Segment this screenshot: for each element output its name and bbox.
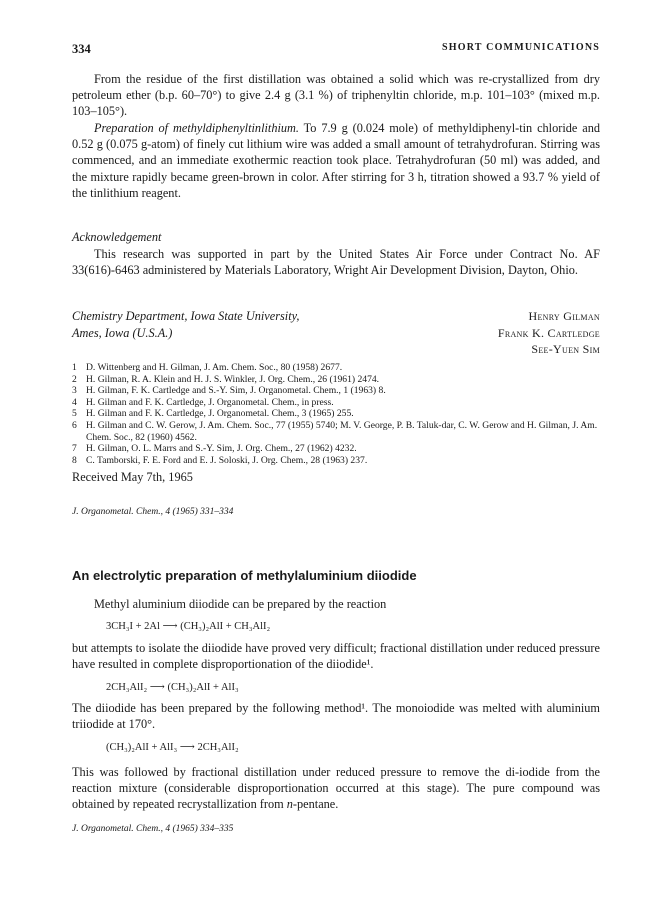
reference-text: H. Gilman, F. K. Cartledge and S.-Y. Sim, J. Organometal. Chem., 1 (1963) 8. bbox=[86, 385, 386, 397]
reference-text: H. Gilman and C. W. Gerow, J. Am. Chem. Soc., 77 (1955) 5740; M. V. George, P. B. Taluk-dar, C. W. Gerow and H. Gilman, J. Am. Chem. Soc., 82 (1960) 4562. bbox=[86, 419, 598, 443]
reference-number: 4 bbox=[72, 396, 77, 408]
affiliation-line: Chemistry Department, Iowa State University, bbox=[72, 309, 300, 323]
reference-text: H. Gilman, R. A. Klein and H. J. S. Winkler, J. Org. Chem., 26 (1961) 2474. bbox=[86, 373, 380, 385]
reference-text: H. Gilman, O. L. Marrs and S.-Y. Sim, J. Org. Chem., 27 (1962) 4232. bbox=[86, 443, 357, 455]
reference-text: H. Gilman and F. K. Cartledge, J. Organometal. Chem., in press. bbox=[86, 396, 334, 408]
article-title: An electrolytic preparation of methylaluminium diiodide bbox=[72, 568, 417, 583]
reference-number: 6 bbox=[72, 419, 77, 431]
reference-number: 5 bbox=[72, 408, 77, 420]
acknowledgement-heading: Acknowledgement bbox=[72, 230, 162, 244]
reference-item bbox=[72, 362, 600, 374]
author-name: Henry Gilman bbox=[528, 309, 600, 323]
reference-number: 2 bbox=[72, 373, 77, 385]
section-heading: SHORT COMMUNICATIONS bbox=[441, 42, 600, 53]
paragraph-preparation bbox=[72, 120, 600, 201]
preparation-body: To 7.9 g (0.024 mole) of methyldiphenyl-tin chloride and 0.52 g (0.075 g-atom) of finely cut lithium wire was added a small amount of tetrahydrofuran. Stirring was commenced, and an immediate exothermic reaction took place. Tetrahydrofuran (50 ml) was added, and the mixture rapidly became green-brown in color. After stirring for 3 h, titration showed a 93.7 % yield of the tinlithium reagent. bbox=[72, 121, 600, 200]
reference-text: H. Gilman and F. K. Cartledge, J. Organometal. Chem., 3 (1965) 255. bbox=[86, 408, 354, 420]
affiliation bbox=[72, 308, 372, 341]
paragraph-residue: From the residue of the first distillation was obtained a solid which was re-crystallized from dry petroleum ether (b.p. 60–70°) to give 2.4 g (3.1 %) of triphenyltin chloride, m.p. 101–103° (mixed m.p. 103–105°). bbox=[72, 72, 600, 119]
reference-number: 3 bbox=[72, 385, 77, 397]
reference-list bbox=[72, 362, 600, 466]
running-head bbox=[72, 42, 600, 58]
preparation-subheading: Preparation of methyldiphenyltinlithium. bbox=[94, 121, 299, 135]
author-list bbox=[340, 308, 600, 358]
author-name: See-Yuen Sim bbox=[531, 342, 600, 356]
reference-number: 7 bbox=[72, 443, 77, 455]
reaction-equation: 3CH₃I + 2Al ⟶ (CH₃)₂AlI + CH₃AlI₂ bbox=[106, 621, 271, 632]
reaction-equation: (CH₃)₂AlI + AlI₃ ⟶ 2CH₃AlI₂ bbox=[106, 742, 239, 753]
reference-number: 8 bbox=[72, 454, 77, 466]
reference-item bbox=[72, 443, 600, 455]
italic-prefix: n bbox=[286, 797, 293, 812]
journal-citation: J. Organometal. Chem., 4 (1965) 331–334 bbox=[72, 507, 234, 517]
acknowledgement-text: This research was supported in part by the United States Air Force under Contract No. AF 33(616)-6463 administered by Materials Laboratory, Wright Air Development Division, Dayton, Ohio. bbox=[72, 247, 600, 278]
reference-item bbox=[72, 397, 600, 409]
reaction-equation: 2CH₃AlI₂ ⟶ (CH₃)₂AlI + AlI₃ bbox=[106, 682, 239, 693]
page-number: 334 bbox=[72, 42, 91, 56]
reference-text: D. Wittenberg and H. Gilman, J. Am. Chem. Soc., 80 (1958) 2677. bbox=[86, 362, 343, 373]
reference-item bbox=[72, 408, 600, 420]
reference-item bbox=[72, 420, 600, 443]
reference-item bbox=[72, 374, 600, 386]
reference-item bbox=[72, 455, 600, 467]
article-paragraph bbox=[72, 764, 600, 813]
article-paragraph: The diiodide has been prepared by the following method¹. The monoiodide was melted with aluminium triiodide at 170°. bbox=[72, 701, 600, 732]
affiliation-line: Ames, Iowa (U.S.A.) bbox=[72, 325, 173, 340]
reference-number: 1 bbox=[72, 362, 77, 373]
paragraph-text: -pentane. bbox=[292, 797, 339, 812]
reference-text: C. Tamborski, F. E. Ford and E. J. Soloski, J. Org. Chem., 28 (1963) 237. bbox=[86, 454, 368, 466]
paragraph-text: This was followed by fractional distillation under reduced pressure to remove the di-iodide from the reaction mixture (considerable disproportionation occurred at this stage). The pure compound was obtained by repeated recrystallization from bbox=[72, 765, 600, 812]
journal-citation: J. Organometal. Chem., 4 (1965) 334–335 bbox=[72, 824, 234, 834]
reference-item bbox=[72, 385, 600, 397]
received-date: Received May 7th, 1965 bbox=[72, 470, 193, 484]
author-name: Frank K. Cartledge bbox=[497, 325, 600, 340]
article-paragraph: Methyl aluminium diiodide can be prepared by the reaction bbox=[94, 597, 387, 611]
article-paragraph: but attempts to isolate the diiodide have proved very difficult; fractional distillation under reduced pressure have resulted in complete disproportionation of the diiodide¹. bbox=[72, 641, 600, 672]
